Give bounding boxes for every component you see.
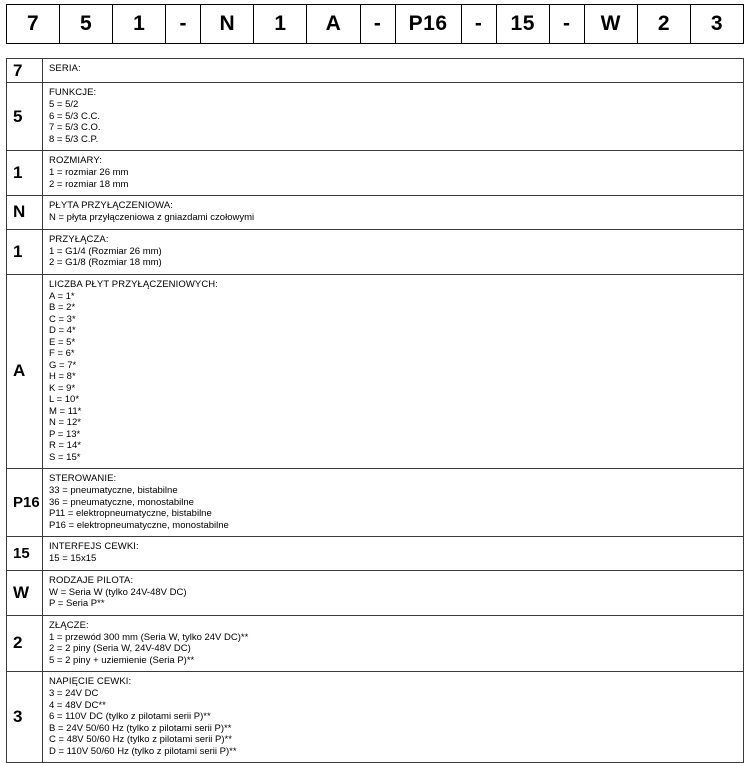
table-row [7,537,743,571]
row-code-key: 5 [7,83,43,150]
row-option-item: 36 = pneumatyczne, monostabilne [49,496,194,508]
table-row [7,571,743,616]
row-description-title: ROZMIARY: [49,155,102,166]
row-option-item: D = 4* [49,325,76,336]
table-row [7,469,743,537]
code-separator: - [462,5,497,43]
row-option-item: B = 24V 50/60 Hz (tylko z pilotami serii P)** [49,722,232,734]
table-row [7,672,743,763]
row-description-title: PRZYŁĄCZA: [49,233,109,245]
code-segment: 1 [113,5,166,43]
row-option-item: P = 13* [49,428,81,440]
row-option-item: P11 = elektropneumatyczne, bistabilne [49,508,212,519]
row-option-item: W = Seria W (tylko 24V-48V DC) [49,586,187,598]
row-option-item: P = Seria P** [49,598,105,609]
row-description [43,196,743,229]
row-description-title: ZŁĄCZE: [49,619,89,631]
row-option-item: B = 2* [49,302,76,313]
row-option-item: 1 = rozmiar 26 mm [49,167,129,178]
row-description [43,83,743,150]
row-option-list [49,587,737,610]
code-segment: 5 [60,5,113,43]
row-description-title: INTERFEJS CEWKI: [49,541,139,552]
row-option-item: N = płyta przyłączeniowa z gniazdami czołowymi [49,212,255,223]
row-description-title: PŁYTA PRZYŁĄCZENIOWA: [49,200,174,211]
code-segment: 15 [497,5,550,43]
row-description [43,616,743,672]
row-description [43,275,743,469]
row-code-key: W [7,571,43,615]
row-description-title: SERIA: [49,63,81,74]
row-option-item: 5 = 2 piny + uziemienie (Seria P)** [49,654,195,666]
row-option-item: 2 = 2 piny (Seria W, 24V-48V DC) [49,643,191,654]
row-option-item: 1 = G1/4 (Rozmiar 26 mm) [49,245,162,257]
code-segment: P16 [396,5,462,43]
code-segment: W [585,5,638,43]
row-description [43,230,743,274]
row-option-item: C = 48V 50/60 Hz (tylko z pilotami serii P)** [49,734,232,745]
row-option-list [49,632,737,667]
row-code-key: 7 [7,59,43,82]
row-description [43,469,743,536]
row-option-item: A = 1* [49,290,75,302]
row-code-key: 2 [7,616,43,672]
row-option-item: 33 = pneumatyczne, bistabilne [49,485,178,496]
row-description-title: STEROWANIE: [49,473,117,484]
row-option-item: L = 10* [49,394,80,405]
table-row [7,151,743,196]
row-code-key: 15 [7,537,43,570]
table-row [7,616,743,673]
row-option-item: P16 = elektropneumatyczne, monostabilne [49,519,229,531]
row-option-item: M = 11* [49,405,82,417]
row-option-item: 2 = G1/8 (Rozmiar 18 mm) [49,257,162,268]
row-description-title: NAPIĘCIE CEWKI: [49,676,132,687]
row-option-item: 3 = 24V DC [49,688,99,699]
row-code-key: N [7,196,43,229]
row-option-item: 6 = 5/3 C.C. [49,110,100,122]
row-option-item: 7 = 5/3 C.O. [49,122,101,133]
row-code-key: 1 [7,151,43,195]
row-description [43,571,743,615]
row-option-list [49,291,737,464]
row-option-item: K = 9* [49,382,76,394]
row-option-item: 4 = 48V DC** [49,699,106,711]
row-description-title: LICZBA PŁYT PRZYŁĄCZENIOWYCH: [49,278,219,290]
row-code-key: 1 [7,230,43,274]
table-row [7,59,743,83]
row-description-title: FUNKCJE: [49,87,97,98]
row-option-item: D = 110V 50/60 Hz (tylko z pilotami serii P)** [49,745,237,757]
row-option-item: G = 7* [49,359,77,371]
code-segment: 7 [7,5,60,43]
code-separator: - [166,5,201,43]
row-option-item: F = 6* [49,348,75,359]
row-code-key: 3 [7,672,43,762]
table-row [7,275,743,470]
code-separator: - [550,5,585,43]
row-description-title: RODZAJE PILOTA: [49,574,134,586]
row-option-list [49,167,737,190]
row-option-item: S = 15* [49,451,81,463]
code-segment: 1 [254,5,307,43]
row-option-list [49,485,737,531]
row-option-item: 1 = przewód 300 mm (Seria W, tylko 24V DC)** [49,631,249,643]
row-option-list [49,246,737,269]
row-option-item: 5 = 5/2 [49,99,79,110]
row-option-item: E = 5* [49,336,76,348]
row-option-item: N = 12* [49,417,81,428]
row-code-key: A [7,275,43,469]
code-segment: A [307,5,360,43]
table-row [7,196,743,230]
code-separator: - [361,5,396,43]
table-row [7,230,743,275]
row-option-item: 2 = rozmiar 18 mm [49,178,129,190]
row-option-item: 6 = 110V DC (tylko z pilotami serii P)** [49,711,211,722]
row-option-list [49,688,737,757]
row-option-list [49,212,737,224]
row-description [43,151,743,195]
row-option-list [49,553,737,565]
order-code-strip [6,4,744,44]
table-row [7,83,743,151]
code-segment: 2 [638,5,691,43]
row-option-list [49,99,737,145]
order-code-table [6,58,744,763]
row-option-item: C = 3* [49,313,76,325]
code-segment: N [201,5,254,43]
order-code-page [0,4,750,763]
row-option-item: R = 14* [49,440,81,451]
row-description [43,537,743,570]
row-option-item: 8 = 5/3 C.P. [49,133,99,145]
row-option-item: H = 8* [49,371,76,382]
code-segment: 3 [691,5,744,43]
row-description [43,672,743,762]
row-code-key: P16 [7,469,43,536]
row-option-item: 15 = 15x15 [49,553,97,564]
row-description [43,59,743,82]
